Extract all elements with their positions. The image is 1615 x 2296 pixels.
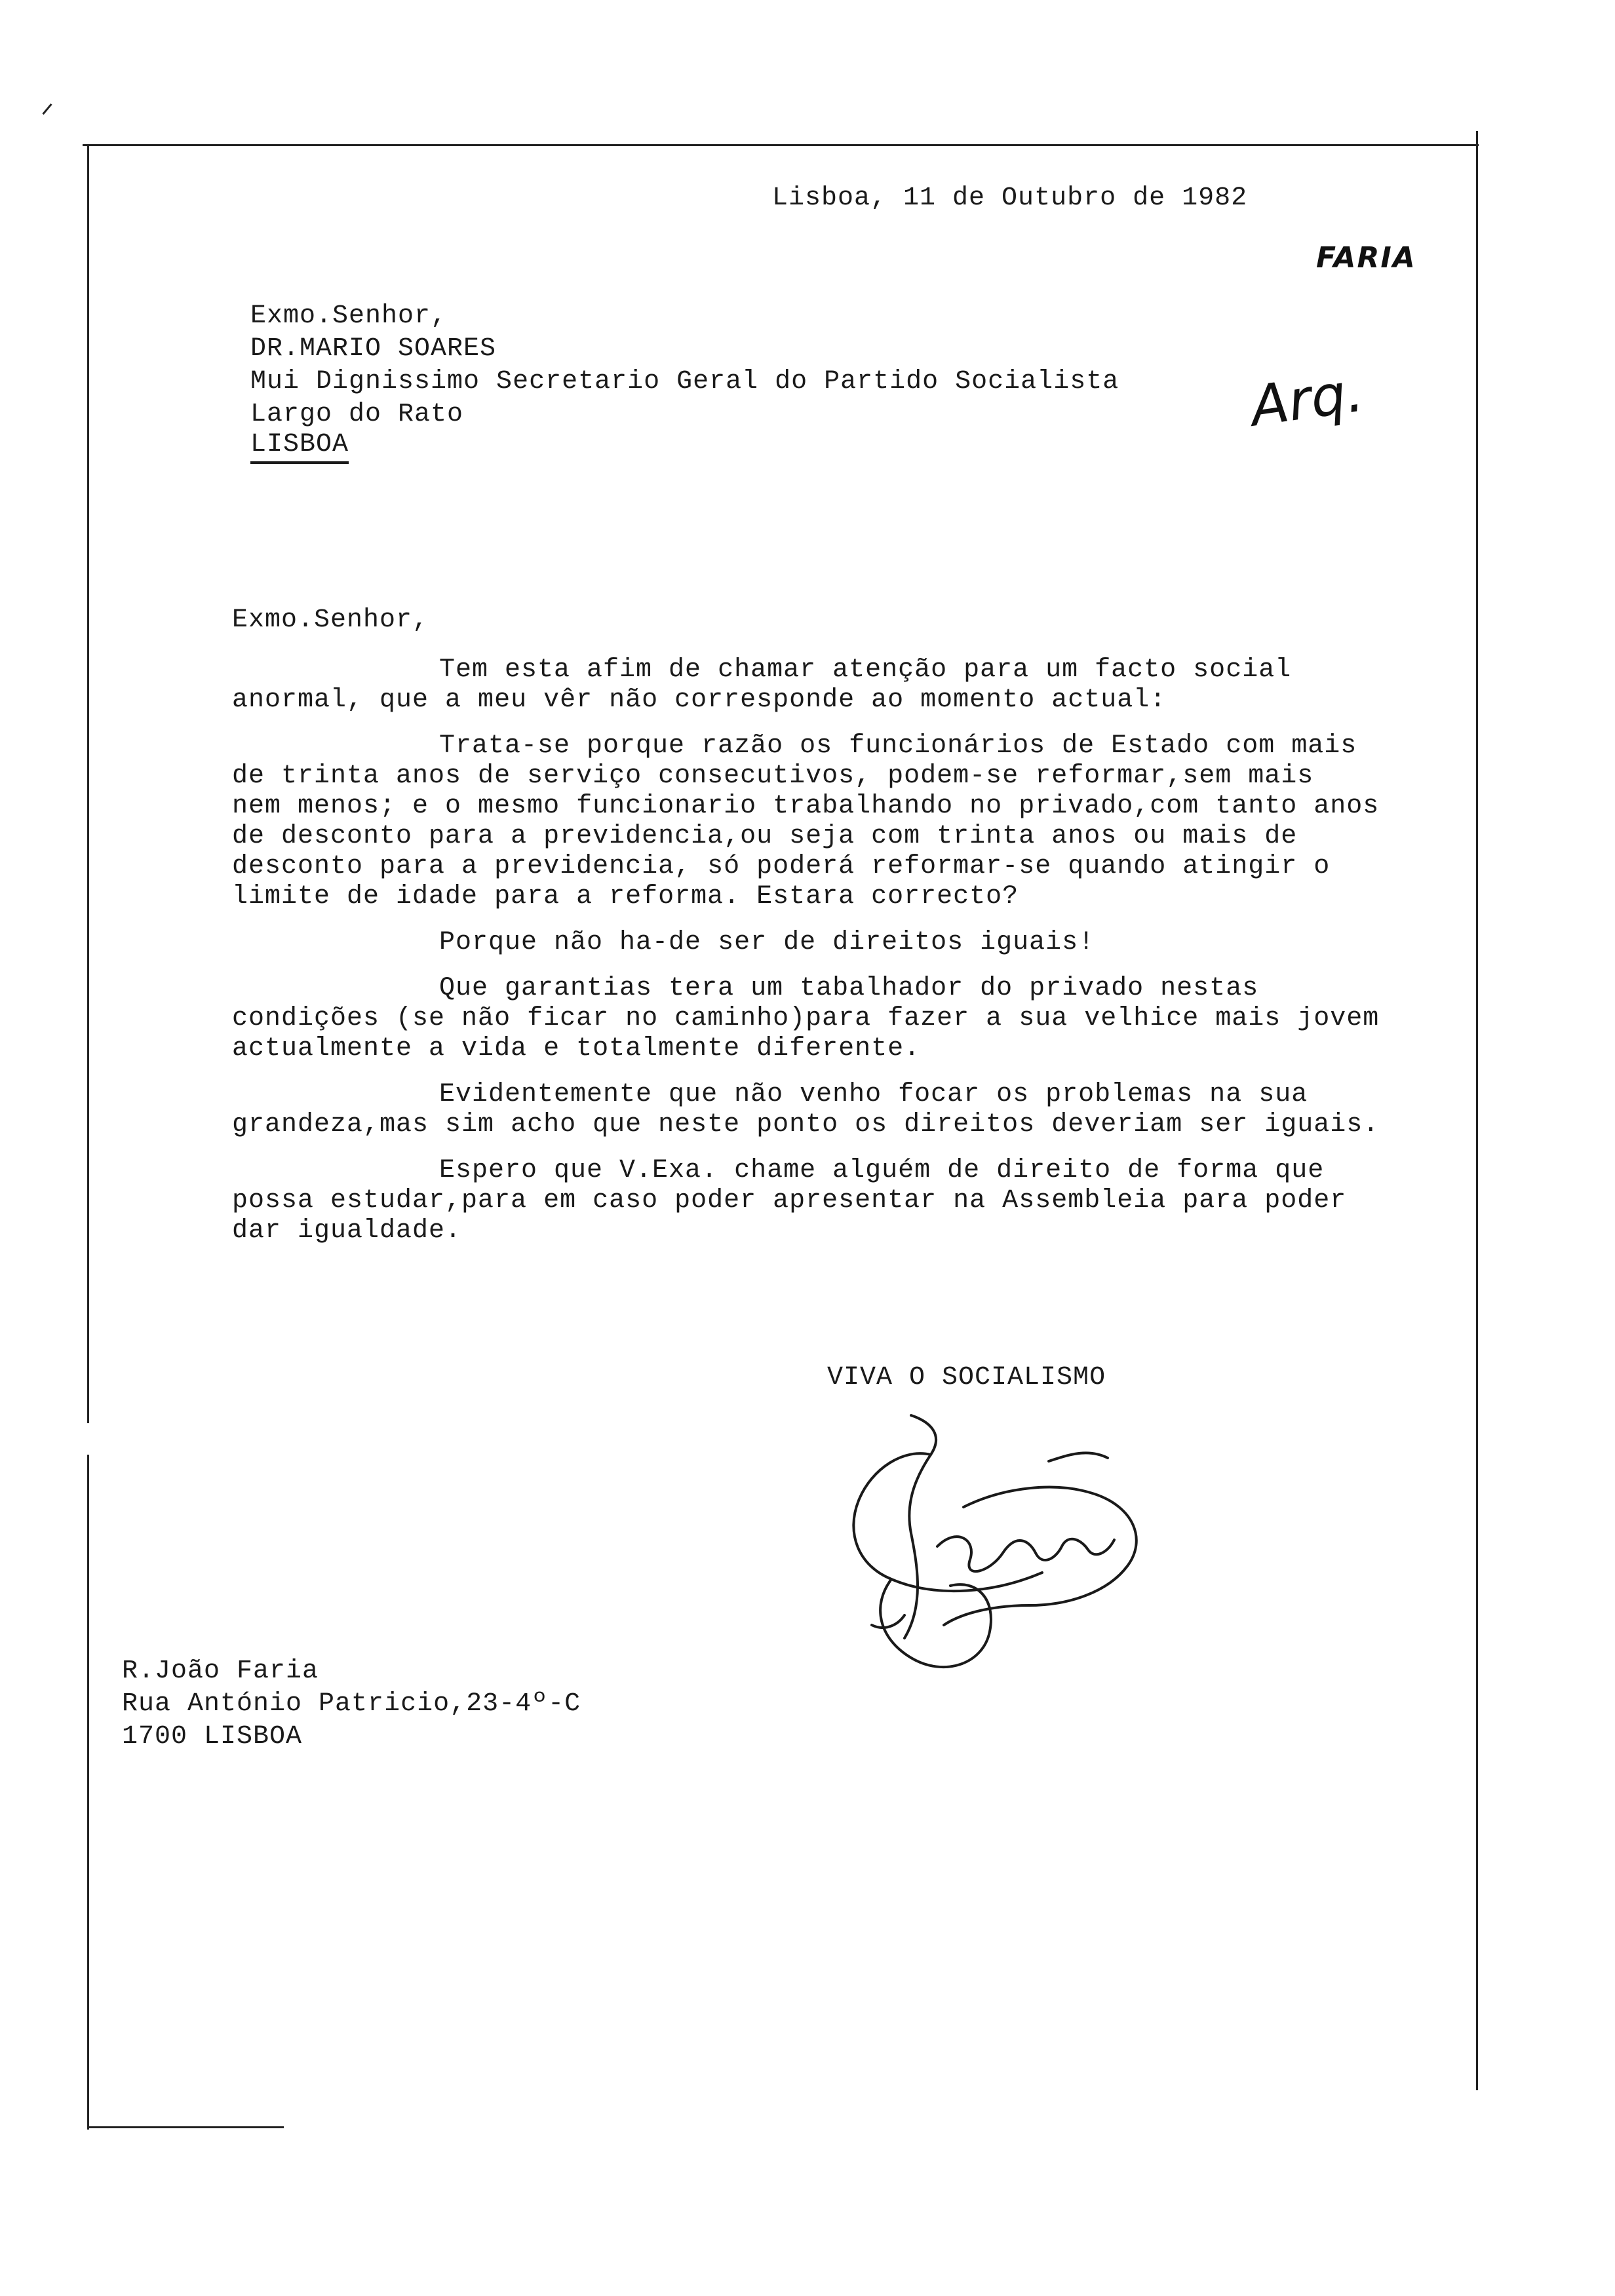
p5-line-1: Evidentemente que não venho focar os problemas na sua	[439, 1080, 1308, 1109]
letter-body	[232, 655, 1471, 1262]
frame-top-line	[83, 144, 1479, 146]
addressee-street: Largo do Rato	[250, 400, 464, 429]
paragraph-1	[232, 655, 1471, 716]
sender-street: Rua António Patricio,23-4º-C	[122, 1689, 581, 1719]
paragraph-2	[232, 731, 1471, 912]
paragraph-6	[232, 1156, 1471, 1246]
addressee-city: LISBOA	[250, 430, 349, 464]
p2-line-2: de trinta anos de serviço consecutivos, podem-se reformar,sem mais	[232, 761, 1314, 791]
p6-line-3: dar igualdade.	[232, 1216, 462, 1246]
paragraph-4	[232, 974, 1471, 1064]
p4-line-2: condições (se não ficar no caminho)para fazer a sua velhice mais jovem	[232, 1004, 1380, 1033]
p2-line-3: nem menos; e o mesmo funcionario trabalhando no privado,com tanto anos	[232, 792, 1380, 821]
sender-name: R.João Faria	[122, 1656, 319, 1686]
p4-line-3: actualmente a vida e totalmente diferente.	[232, 1034, 921, 1063]
frame-bottom-line	[87, 2126, 284, 2128]
addressee-name: DR.MARIO SOARES	[250, 334, 497, 364]
paragraph-5	[232, 1080, 1471, 1140]
handwritten-note: Arq.	[1247, 359, 1368, 439]
p2-line-5: desconto para a previdencia, só poderá reformar-se quando atingir o	[232, 852, 1331, 881]
addressee-salutation: Exmo.Senhor,	[250, 301, 448, 331]
p5-line-2: grandeza,mas sim acho que neste ponto os direitos deveriam ser iguais.	[232, 1110, 1380, 1139]
p1-line-1: Tem esta afim de chamar atenção para um facto social	[439, 655, 1292, 685]
frame-left-line-lower	[87, 1455, 89, 2130]
p4-line-1: Que garantias tera um tabalhador do privado nestas	[439, 974, 1259, 1003]
p6-line-1: Espero que V.Exa. chame alguém de direito de forma que	[439, 1156, 1325, 1185]
p2-line-1: Trata-se porque razão os funcionários de Estado com mais	[439, 731, 1357, 761]
sender-city: 1700 LISBOA	[122, 1722, 303, 1751]
handwritten-top-mark: FARIA	[1316, 241, 1416, 275]
scan-mark	[42, 104, 52, 115]
p3-line-1: Porque não ha-de ser de direitos iguais!	[439, 928, 1095, 957]
p2-line-4: de desconto para a previdencia,ou seja com trinta anos ou mais de	[232, 822, 1298, 851]
greeting: Exmo.Senhor,	[232, 605, 429, 635]
closing-line: VIVA O SOCIALISMO	[827, 1363, 1106, 1392]
p1-line-2: anormal, que a meu vêr não corresponde ao momento actual:	[232, 685, 1167, 715]
p6-line-2: possa estudar,para em caso poder apresentar na Assembleia para poder	[232, 1186, 1347, 1215]
date-line: Lisboa, 11 de Outubro de 1982	[772, 183, 1248, 213]
signature	[832, 1409, 1173, 1684]
paragraph-3	[232, 928, 1471, 958]
frame-left-line	[87, 145, 89, 1423]
addressee-title: Mui Dignissimo Secretario Geral do Partido Socialista	[250, 367, 1119, 396]
frame-right-line	[1476, 131, 1478, 2090]
p2-line-6: limite de idade para a reforma. Estara correcto?	[232, 882, 1019, 911]
